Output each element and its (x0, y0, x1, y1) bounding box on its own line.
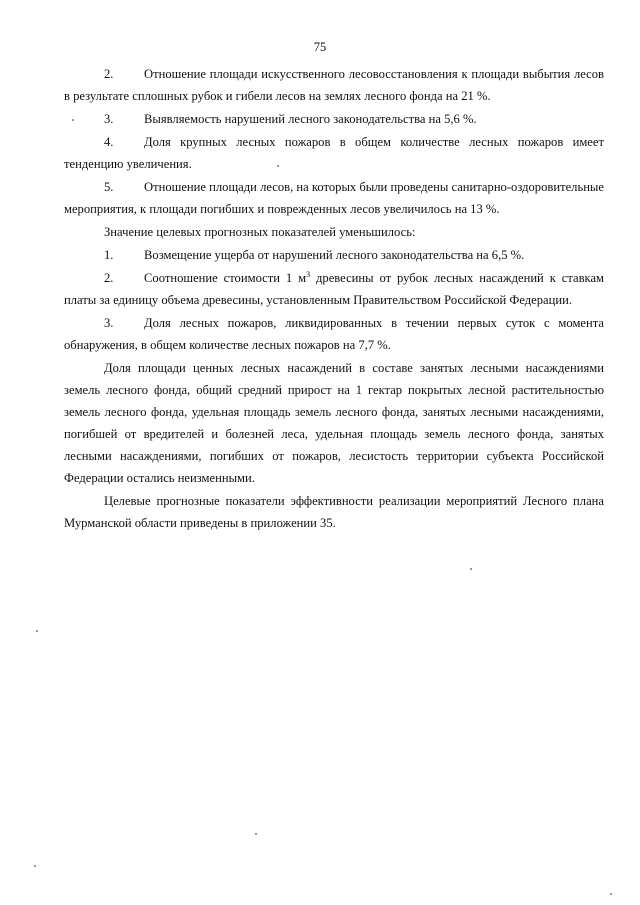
decrease-heading: Значение целевых прогнозных показателей уменьшилось: (104, 225, 416, 239)
scan-speck (34, 865, 36, 867)
unchanged-indicators-paragraph: Доля площади ценных лесных насаждений в составе занятых лесными насаждениями земель лесного фонда, общий средний прирост на 1 гектар покрытых лесной растительностью земель лесного фонда, удельная площадь земель лесного фонда, занятых лесными насаждениями, погибшей от вредителей и болезней леса, удельная площадь земель лесного фонда, занятых лесными насаждениями, погибших от пожаров, лесистость территории субъекта Российской Федерации остались неизменными. (64, 361, 604, 485)
list-item-number: 5. (104, 180, 114, 194)
scan-speck (72, 119, 74, 121)
superscript-cubic: 3 (306, 269, 311, 279)
list-item-text: Доля крупных лесных пожаров в общем количестве лесных пожаров имеет тенденцию увеличения. (64, 135, 604, 171)
list-item (64, 244, 604, 266)
list-item-number: 3. (104, 112, 114, 126)
list-item-text: Доля лесных пожаров, ликвидированных в течении первых суток с момента обнаружения, в общем количестве лесных пожаров на 7,7 %. (64, 316, 604, 352)
list-item (64, 312, 604, 356)
scan-speck (36, 630, 38, 632)
list-item-number: 2. (104, 271, 114, 285)
list-item-text: Выявляемость нарушений лесного законодательства на 5,6 %. (144, 112, 477, 126)
closing-paragraph: Целевые прогнозные показатели эффективности реализации мероприятий Лесного плана Мурманской области приведены в приложении 35. (64, 494, 604, 530)
list-item-number: 2. (104, 67, 114, 81)
list-item-text: Отношение площади искусственного лесовосстановления к площади выбытия лесов в результате сплошных рубок и гибели лесов на землях лесного фонда на 21 %. (64, 67, 604, 103)
scan-speck (255, 833, 257, 835)
list-item-number: 1. (104, 248, 114, 262)
list-item-number: 4. (104, 135, 114, 149)
list-item-text: Отношение площади лесов, на которых были проведены санитарно-оздоровительные мероприятия, к площади погибших и поврежденных лесов увеличилось на 13 %. (64, 180, 604, 216)
list-item-number: 3. (104, 316, 114, 330)
list-item-text: Возмещение ущерба от нарушений лесного законодательства на 6,5 %. (144, 248, 525, 262)
page-number: 75 (313, 40, 327, 54)
scan-speck (470, 568, 472, 570)
list-item (64, 63, 604, 107)
list-item (64, 108, 604, 130)
list-item (64, 267, 604, 311)
list-item (64, 176, 604, 220)
scan-speck (610, 893, 612, 895)
list-item-text-end: древесины от рубок лесных насаждений к ставкам платы за единицу объема древесины, установленным Правительством Российской Федерации. (64, 271, 605, 307)
document-body (64, 63, 604, 534)
scan-speck (277, 165, 279, 167)
list-item (64, 131, 604, 175)
list-item-text-start: Соотношение стоимости 1 м (144, 271, 307, 285)
